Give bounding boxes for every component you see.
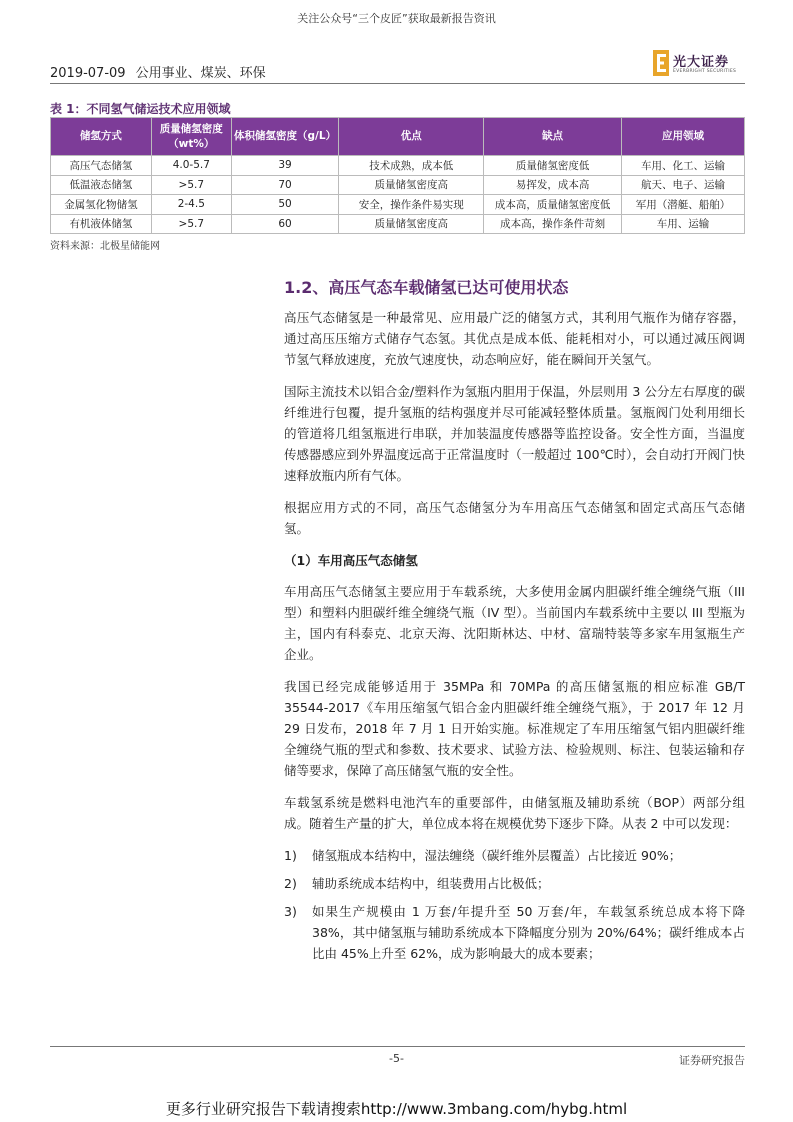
table-cell: 60 xyxy=(231,214,339,234)
table-cell: 质量储氢密度高 xyxy=(339,175,484,195)
paragraph-vehicle-storage: 车用高压气态储氢主要应用于车载系统，大多使用金属内胆碳纤维全缠绕气瓶（III 型）和塑料内胆碳纤维全缠绕气瓶（IV 型）。当前国内车载系统中主要以 III 型瓶为主，国内有科泰克、北京天海、沈阳斯林达、中材、富瑞特装等多家车用氢瓶生产企业。 xyxy=(284,584,745,662)
footer-report-type: 证券研究报告 xyxy=(679,1054,745,1067)
report-date: 2019-07-09 xyxy=(50,66,126,81)
table-cell: 4.0-5.7 xyxy=(151,156,231,176)
table-cell: 航天、电子、运输 xyxy=(622,175,745,195)
page-header xyxy=(50,55,745,81)
report-sectors: 公用事业、煤炭、环保 xyxy=(135,66,266,81)
logo-text-cn: 光大证券 xyxy=(673,55,730,70)
list-text: 储氢瓶成本结构中，湿法缠绕（碳纤维外层覆盖）占比接近 90%； xyxy=(312,848,682,863)
logo-mark-icon xyxy=(653,50,669,76)
table-cell: >5.7 xyxy=(151,214,231,234)
table-row xyxy=(51,195,745,215)
table-cell: 低温液态储氢 xyxy=(51,175,152,195)
table-cell: >5.7 xyxy=(151,175,231,195)
logo-text-en: EVERBRIGHT SECURITIES xyxy=(673,69,737,74)
hydrogen-storage-table xyxy=(50,117,745,234)
table-cell: 70 xyxy=(231,175,339,195)
col-header-advantages: 优点 xyxy=(339,118,484,156)
paragraph-technology: 国际主流技术以铝合金/塑料作为氢瓶内胆用于保温，外层则用 3 公分左右厚度的碳纤维进行包覆，提升氢瓶的结构强度并尽可能减轻整体质量。氢瓶阀门处利用细长的管道将几组氢瓶进行串联，并加装温度传感器等监控设备。安全性方面，当温度传感器感应到外界温度远高于正常温度时（一般超过 100℃时），会自动打开阀门快速释放瓶内所有气体。 xyxy=(284,384,745,483)
table-cell: 车用、运输 xyxy=(622,214,745,234)
table-cell: 金属氢化物储氢 xyxy=(51,195,152,215)
list-number: 1) xyxy=(284,848,297,863)
table-cell: 车用、化工、运输 xyxy=(622,156,745,176)
table-header-row xyxy=(51,118,745,156)
table-cell: 安全，操作条件易实现 xyxy=(339,195,484,215)
header-divider xyxy=(50,83,745,84)
table-title: 表 1：不同氢气储运技术应用领域 xyxy=(50,102,231,116)
table-cell: 50 xyxy=(231,195,339,215)
table-cell: 成本高，操作条件苛刻 xyxy=(484,214,622,234)
section-title: 1.2、高压气态车载储氢已达可使用状态 xyxy=(284,278,569,297)
table-row xyxy=(51,156,745,176)
paragraph-classification: 根据应用方式的不同，高压气态储氢分为车用高压气态储氢和固定式高压气态储氢。 xyxy=(284,500,745,536)
table-cell: 质量储氢密度高 xyxy=(339,214,484,234)
paragraph-standard: 我国已经完成能够适用于 35MPa 和 70MPa 的高压储氢瓶的相应标准 GB/T 35544-2017《车用压缩氢气铝合金内胆碳纤维全缠绕气瓶》，于 2017 年 12 月 29 日发布，2018 年 7 月 1 日开始实施。标准规定了车用压缩氢气铝内胆碳纤维全缠绕气瓶的型式和参数、技术要求、试验方法、检验规则、标注、包装运输和存储等要求，保障了高压储氢气瓶的安全性。 xyxy=(284,679,745,778)
col-header-applications: 应用领域 xyxy=(622,118,745,156)
table-cell: 质量储氢密度低 xyxy=(484,156,622,176)
footer-divider xyxy=(50,1046,745,1047)
list-text: 如果生产规模由 1 万套/年提升至 50 万套/年，车载氢系统总成本将下降 38%，其中储氢瓶与辅助系统成本下降幅度分别为 20%/64%；碳纤维成本占比由 45%上升至 62%，成为影响最大的成本要素； xyxy=(312,904,745,961)
company-logo xyxy=(653,50,745,78)
table-row xyxy=(51,175,745,195)
table-cell: 易挥发，成本高 xyxy=(484,175,622,195)
list-item xyxy=(284,873,745,894)
col-header-mass-density: 质量储氢密度（wt%） xyxy=(151,118,231,156)
header-info xyxy=(50,62,266,81)
paragraph-system: 车载氢系统是燃料电池汽车的重要部件，由储氢瓶及辅助系统（BOP）两部分组成。随着生产量的扩大，单位成本将在规模优势下逐步下降。从表 2 中可以发现： xyxy=(284,795,745,831)
table-row xyxy=(51,214,745,234)
list-number: 3) xyxy=(284,904,297,919)
download-banner: 更多行业研究报告下载请搜索http://www.3mbang.com/hybg.html xyxy=(165,1100,628,1118)
table-cell: 成本高，质量储氢密度低 xyxy=(484,195,622,215)
subsection-heading: （1）车用高压气态储氢 xyxy=(284,553,418,568)
list-number: 2) xyxy=(284,876,297,891)
list-item xyxy=(284,901,745,964)
list-text: 辅助系统成本结构中，组装费用占比极低； xyxy=(312,876,550,891)
table-cell: 2-4.5 xyxy=(151,195,231,215)
list-item xyxy=(284,845,745,866)
table-source: 资料来源：北极星储能网 xyxy=(50,241,160,252)
col-header-disadvantages: 缺点 xyxy=(484,118,622,156)
paragraph-intro: 高压气态储氢是一种最常见、应用最广泛的储氢方式，其利用气瓶作为储存容器，通过高压压缩方式储存气态氢。其优点是成本低、能耗相对小，可以通过减压阀调节氢气释放速度，充放气速度快，动态响应好，能在瞬间开关氢气。 xyxy=(284,310,745,367)
top-notice: 关注公众号“三个皮匠”获取最新报告资讯 xyxy=(297,12,496,25)
table-cell: 技术成熟，成本低 xyxy=(339,156,484,176)
table-cell: 39 xyxy=(231,156,339,176)
table-cell: 军用（潜艇、船舶） xyxy=(622,195,745,215)
page-number: -5- xyxy=(389,1052,404,1065)
col-header-method: 储氢方式 xyxy=(51,118,152,156)
section-body xyxy=(284,307,745,971)
col-header-volume-density: 体积储氢密度（g/L） xyxy=(231,118,339,156)
table-cell: 高压气态储氢 xyxy=(51,156,152,176)
table-cell: 有机液体储氢 xyxy=(51,214,152,234)
